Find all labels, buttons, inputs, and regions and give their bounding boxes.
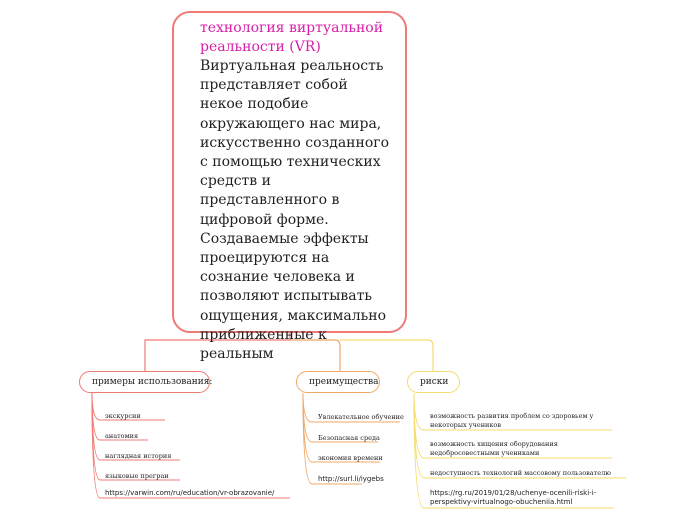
branch-risks[interactable]: риски <box>407 371 460 393</box>
leaf-visual-history[interactable]: наглядная история <box>105 452 172 460</box>
branch-usage-examples[interactable]: примеры использования: <box>79 371 210 393</box>
leaf-equipment-theft[interactable]: возможность хищения оборудования недобросовестными учениками <box>430 440 558 457</box>
leaf-engaging-learning[interactable]: Увлекательное обучение <box>318 413 404 421</box>
branch-advantages[interactable]: преимущества <box>296 371 380 393</box>
leaf-inaccessibility[interactable]: недоступность технологий массовому пользователю <box>430 469 611 477</box>
root-description: Виртуальная реальность представляет собой некое подобие окружающего нас мира, искусственно созданного с помощью технических средств и представленного в цифровой форме. Создаваемые эффекты проецируются на сознание человека и позволяют испытывать ощущения, максимально приближенные к реальным <box>200 58 390 363</box>
leaf-link-surl[interactable]: http://surl.li/iygebs <box>318 475 384 483</box>
leaf-anatomy[interactable]: анатомия <box>105 432 139 440</box>
leaf-time-saving[interactable]: экономия времени <box>318 454 383 462</box>
root-title: технология виртуальной реальности (VR) <box>200 20 384 55</box>
root-node[interactable] <box>172 11 407 363</box>
leaf-link-rg[interactable]: https://rg.ru/2019/01/28/uchenye-ocenili-riski-i-perspektivy-virtualnogo-obucheniia.html <box>430 489 597 506</box>
leaf-excursions[interactable]: экскурсии <box>105 412 141 420</box>
leaf-language-barriers[interactable]: языковые преграи <box>105 472 169 480</box>
leaf-link-varwin[interactable]: https://varwin.com/ru/education/vr-obrazovanie/ <box>105 489 275 497</box>
leaf-safe-environment[interactable]: Безопасная среда <box>318 434 380 442</box>
leaf-health-risk[interactable]: возможность развития проблем со здоровьем у некоторых учеников <box>430 412 594 429</box>
